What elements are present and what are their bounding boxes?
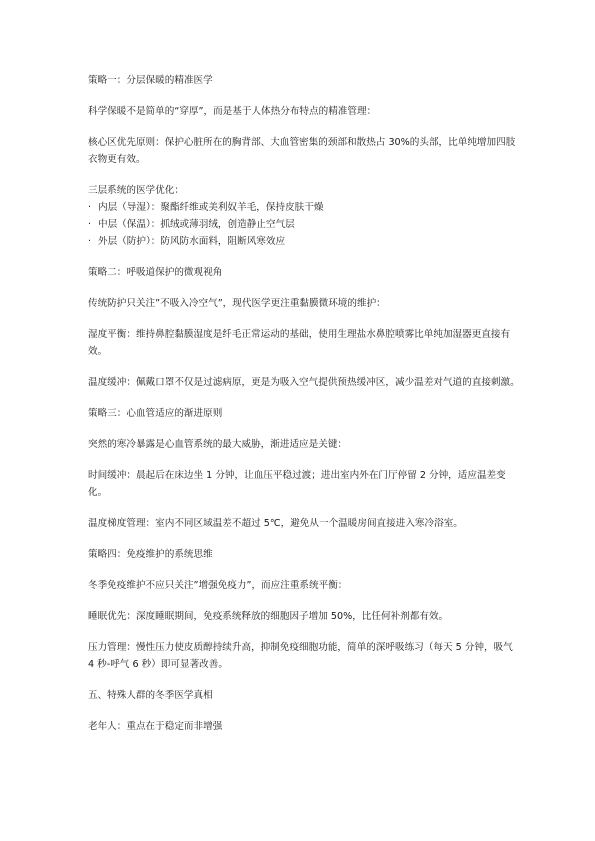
core-area-principle: 核心区优先原则：保护心脏所在的胸背部、大血管密集的颈部和散热占 30%的头部，比单纯增加四肢衣物更有效。	[88, 137, 516, 165]
list-item	[88, 199, 520, 216]
layer-list	[88, 199, 520, 250]
strategy-1-intro: 科学保暖不是简单的“穿厚”，而是基于人体热分布特点的精准管理：	[88, 106, 377, 117]
bullet-dot: ·	[88, 202, 92, 213]
strategy-4-intro: 冬季免疫维护不应只关注”增强免疫力”，而应注重系统平衡：	[88, 580, 348, 591]
layer-middle: 中层（保温）：抓绒或薄羽绒，创造静止空气层	[98, 219, 295, 230]
strategy-2-heading: 策略二：呼吸道保护的微观视角	[88, 267, 223, 278]
stress-management: 压力管理：慢性压力使皮质醇持续升高，抑制免疫细胞功能，简单的深呼吸练习（每天 5 分钟，吸气 4 秒-呼气 6 秒）即可显著改善。	[88, 642, 513, 670]
list-item	[88, 216, 520, 233]
three-layer-heading: 三层系统的医学优化：	[88, 185, 184, 196]
document-body	[88, 72, 520, 735]
sleep-priority: 睡眠优先：深度睡眠期间，免疫系统释放的细胞因子增加 50%，比任何补剂都有效。	[88, 611, 449, 622]
strategy-1-heading: 策略一：分层保暖的精准医学	[88, 75, 213, 86]
bullet-dot: ·	[88, 219, 92, 230]
strategy-2-intro: 传统防护只关注”不吸入冷空气”，现代医学更注重黏膜微环境的维护：	[88, 298, 386, 309]
list-item	[88, 233, 520, 250]
strategy-3-heading: 策略三：心血管适应的渐进原则	[88, 408, 223, 419]
strategy-4-heading: 策略四：免疫维护的系统思维	[88, 549, 213, 560]
bullet-dot: ·	[88, 236, 92, 247]
section-5-heading: 五、特殊人群的冬季医学真相	[88, 690, 213, 701]
strategy-3-intro: 突然的寒冷暴露是心血管系统的最大威胁，渐进适应是关键：	[88, 439, 348, 450]
temperature-buffer: 温度缓冲：佩戴口罩不仅是过滤病原，更是为吸入空气提供预热缓冲区，减少温差对气道的直接刺激。	[88, 377, 520, 388]
layer-inner: 内层（导湿）：聚酯纤维或美利奴羊毛，保持皮肤干燥	[98, 202, 324, 213]
temperature-gradient: 温度梯度管理：室内不同区域温差不超过 5℃，避免从一个温暖房间直接进入寒冷浴室。	[88, 518, 463, 529]
layer-outer: 外层（防护）：防风防水面料，阻断风寒效应	[98, 236, 286, 247]
elderly-note: 老年人：重点在于稳定而非增强	[88, 721, 223, 732]
time-buffer: 时间缓冲：晨起后在床边坐 1 分钟，让血压平稳过渡；进出室内外在门厅停留 2 分钟，适应温差变化。	[88, 470, 506, 498]
humidity-balance: 湿度平衡：维持鼻腔黏膜湿度是纤毛正常运动的基础，使用生理盐水鼻腔喷雾比单纯加湿器更直接有效。	[88, 329, 511, 357]
